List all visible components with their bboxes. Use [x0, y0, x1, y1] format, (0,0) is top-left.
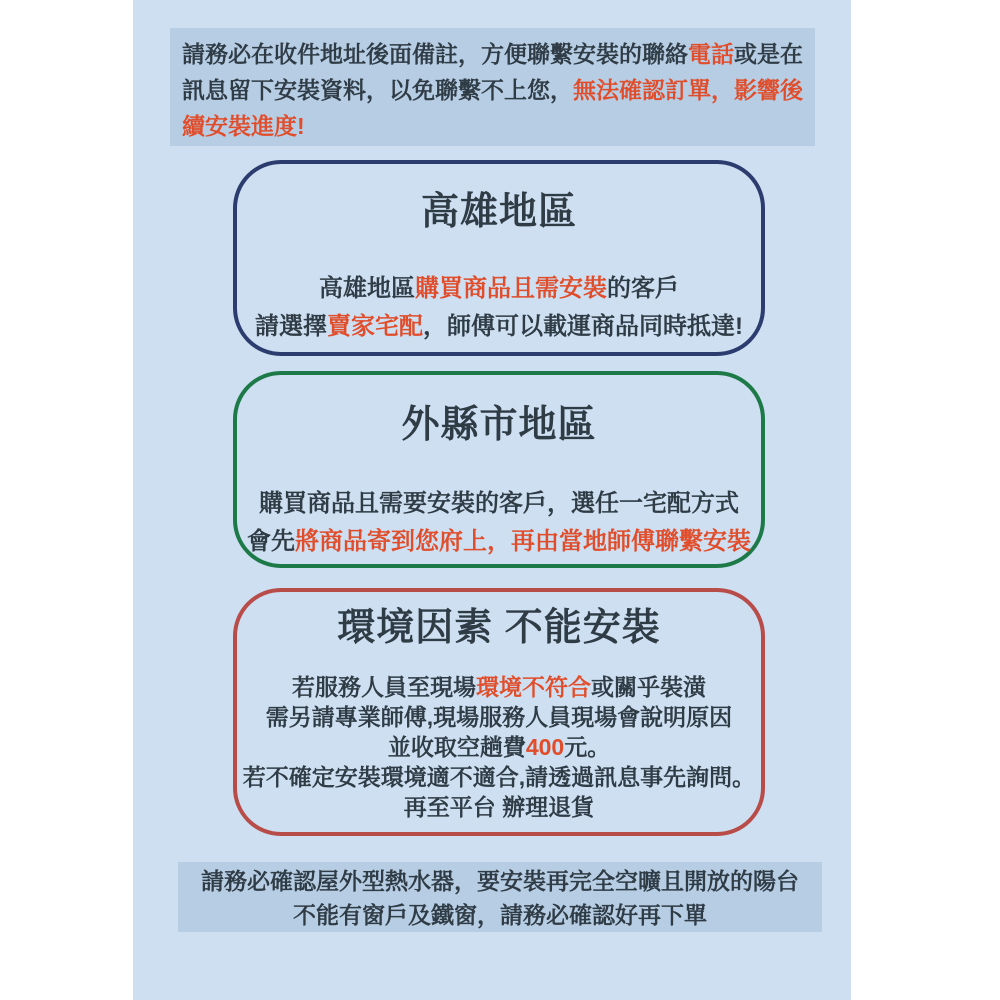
top-note: [170, 28, 815, 146]
body-line: [237, 702, 761, 732]
emphasis-text: 續安裝進度!: [182, 113, 305, 139]
body-line: [237, 672, 761, 702]
region-title-environment: 環境因素 不能安裝: [337, 607, 661, 649]
emphasis-text: 電話: [688, 41, 734, 67]
emphasis-text: 400: [525, 734, 565, 760]
body-line: [237, 270, 761, 308]
body-line: [237, 485, 761, 523]
text-segment: 元。: [564, 734, 611, 760]
text-segment: 訊息留下安裝資料，以免聯繫不上您，: [182, 77, 573, 103]
text-segment: 不能有窗戶及鐵窗，請務必確認好再下單: [293, 902, 707, 928]
text-segment: 高雄地區: [319, 275, 415, 302]
emphasis-text: 賣家宅配: [327, 313, 423, 340]
body-line: [237, 792, 761, 822]
region-title-kaohsiung: 高雄地區: [420, 191, 577, 233]
text-segment: 需另請專業師傅,現場服務人員現場會說明原因: [265, 704, 733, 730]
region-body-other-counties: [237, 485, 761, 561]
text-segment: 請選擇: [255, 313, 327, 340]
region-box-environment-restriction: [233, 588, 765, 836]
region-title-other-counties: 外縣市地區: [401, 404, 597, 446]
text-segment: 若服務人員至現場: [292, 674, 476, 700]
text-segment: 購買商品且需要安裝的客戶，選任一宅配方式: [259, 490, 739, 517]
body-line: [237, 762, 761, 792]
top-note-line: [182, 36, 803, 72]
emphasis-text: 無法確認訂單，影響後: [573, 77, 803, 103]
top-note-line: [182, 108, 803, 144]
bottom-note-line: [178, 864, 822, 898]
emphasis-text: 將商品寄到您府上，再由當地師傅聯繫安裝: [295, 528, 751, 555]
top-note-line: [182, 72, 803, 108]
text-segment: 再至平台 辦理退貨: [403, 794, 595, 820]
text-segment: 的客戶: [607, 275, 679, 302]
emphasis-text: 購買商品且需安裝: [415, 275, 607, 302]
text-segment: 會先: [247, 528, 295, 555]
body-line: [237, 732, 761, 762]
emphasis-text: 環境不符合: [476, 674, 591, 700]
region-box-kaohsiung: [233, 160, 765, 356]
text-segment: 或是在: [734, 41, 803, 67]
text-segment: 請務必在收件地址後面備註，方便聯繫安裝的聯絡: [182, 41, 688, 67]
body-line: [237, 523, 761, 561]
region-box-other-counties: [233, 371, 765, 568]
text-segment: 或關乎裝潢: [591, 674, 706, 700]
body-line: [237, 308, 761, 346]
bottom-note: [178, 862, 822, 932]
text-segment: ，師傅可以載運商品同時抵達!: [423, 313, 743, 340]
page-background: [133, 0, 851, 1000]
region-body-kaohsiung: [237, 270, 761, 346]
bottom-note-line: [178, 898, 822, 932]
text-segment: 請務必確認屋外型熱水器，要安裝再完全空曠且開放的陽台: [201, 868, 799, 894]
region-body-environment: [237, 672, 761, 822]
text-segment: 並收取空趟費: [387, 734, 526, 760]
text-segment: 若不確定安裝環境適不適合,請透過訊息事先詢問。: [242, 764, 756, 790]
